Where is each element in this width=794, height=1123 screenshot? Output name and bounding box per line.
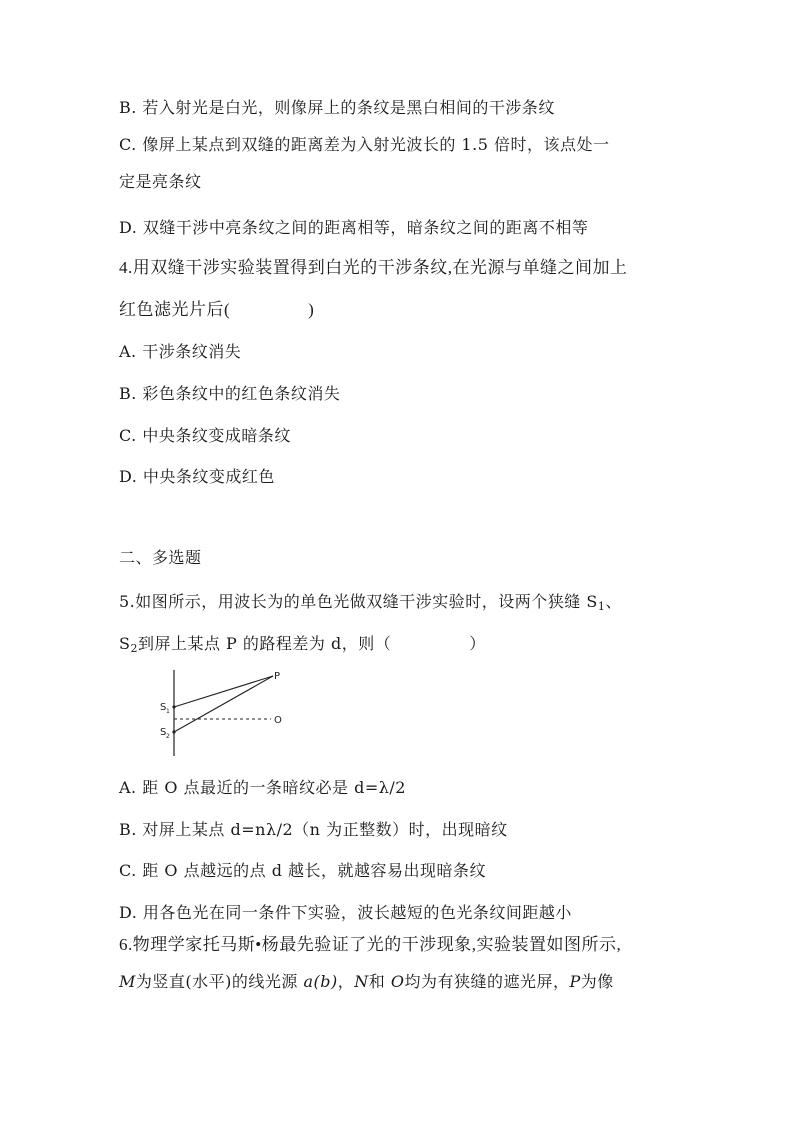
symbol-ab: a(b) <box>303 972 338 991</box>
q4-stem-suffix: ) <box>308 300 315 319</box>
ray-s2-to-p <box>174 676 273 732</box>
q5-stem-line1-text: 5.如图所示，用波长为的单色光做双缝干涉实验时，设两个狭缝 S <box>119 592 598 611</box>
label-s1: S <box>160 702 167 713</box>
q6-text-d: 均为有狭缝的遮光屏， <box>404 972 570 991</box>
q5-stem-line2 <box>119 634 486 654</box>
q5-s2-subscript: 2 <box>130 642 138 655</box>
slit-s2-point <box>172 730 175 733</box>
slit-s1-point <box>172 705 175 708</box>
q5-s1-subscript: 1 <box>597 600 606 613</box>
label-o: O <box>274 715 282 726</box>
q5-stem-line1-suffix: 、 <box>605 592 622 611</box>
ray-s1-to-p <box>174 676 273 707</box>
q6-text-a: 为竖直(水平)的线光源 <box>135 972 304 991</box>
q5-option-d: D. 用各色光在同一条件下实验，波长越短的色光条纹间距越小 <box>119 903 572 922</box>
symbol-o: O <box>390 972 405 991</box>
q5-s2-symbol: S <box>119 634 131 653</box>
q4-stem-line2 <box>119 300 314 320</box>
q6-text-c: 和 <box>368 972 391 991</box>
label-s1-sub: 1 <box>166 708 170 715</box>
double-slit-diagram <box>155 668 295 760</box>
q5-option-b: B. 对屏上某点 d=nλ/2（n 为正整数）时，出现暗纹 <box>119 820 508 839</box>
q6-stem-line2 <box>119 972 614 992</box>
q4-stem-line1: 4.用双缝干涉实验装置得到白光的干涉条纹,在光源与单缝之间加上 <box>119 258 628 277</box>
q5-option-c: C. 距 O 点越远的点 d 越长，就越容易出现暗条纹 <box>119 861 487 880</box>
section-title-multiple-choice: 二、多选题 <box>119 548 202 567</box>
q6-text-e: 为像 <box>580 972 614 991</box>
q4-stem-prefix: 红色滤光片后( <box>119 300 231 319</box>
q3-option-b: B. 若入射光是白光，则像屏上的条纹是黑白相间的干涉条纹 <box>119 98 555 117</box>
q4-option-a: A. 干涉条纹消失 <box>119 342 242 361</box>
q4-option-b: B. 彩色条纹中的红色条纹消失 <box>119 384 341 403</box>
label-s2-sub: 2 <box>166 733 170 740</box>
q5-stem-line2-suffix: ） <box>469 634 486 653</box>
q3-option-d: D. 双缝干涉中亮条纹之间的距离相等，暗条纹之间的距离不相等 <box>119 218 589 237</box>
q5-option-a: A. 距 O 点最近的一条暗纹必是 d=λ/2 <box>119 778 406 797</box>
label-s2: S <box>160 727 167 738</box>
symbol-n: N <box>354 972 369 991</box>
q6-stem-line1: 6.物理学家托马斯•杨最先验证了光的干涉现象,实验装置如图所示, <box>119 935 622 954</box>
q4-option-c: C. 中央条纹变成暗条纹 <box>119 426 291 445</box>
label-p: P <box>274 671 281 682</box>
symbol-p: P <box>569 972 581 991</box>
q6-text-b: ， <box>337 972 355 991</box>
q3-option-c-line2: 定是亮条纹 <box>119 172 202 191</box>
symbol-m: M <box>119 972 136 991</box>
q5-stem-line1 <box>119 592 622 612</box>
q5-stem-line2-text: 到屏上某点 P 的路程差为 d，则（ <box>137 634 392 653</box>
q4-option-d: D. 中央条纹变成红色 <box>119 467 275 486</box>
q3-option-c-line1: C. 像屏上某点到双缝的距离差为入射光波长的 1.5 倍时，该点处一 <box>119 135 610 154</box>
